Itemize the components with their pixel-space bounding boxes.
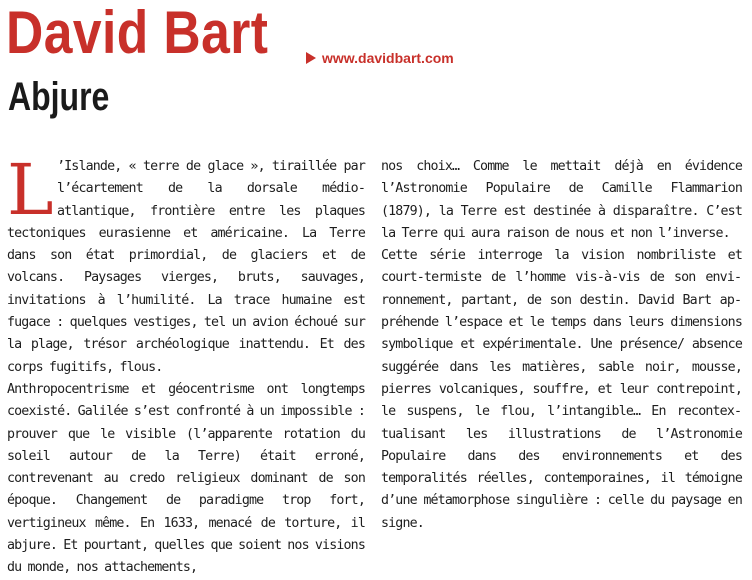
website-link[interactable]: [306, 50, 454, 66]
article-column-left: [7, 149, 365, 580]
article-paragraph: nos choix… Comme le mettait déjà en évidence l’Astronomie Populaire de Camille Flammarion (1879), la Terre est destinée à disparaître. C’est la Terre qui aura raison de nous et non l’inverse.: [381, 159, 742, 241]
website-url[interactable]: www.davidbart.com: [322, 50, 454, 66]
page-subtitle: Abjure: [8, 75, 110, 119]
article-paragraph: Anthropocentrisme et géocentrisme ont longtemps coexisté. Galilée s’est confronté à un impossible : prouver que le visible (l’apparente rotation du soleil autour de la Terre) était erroné, contrevenant au credo religieux dominant de son époque. Changement de paradigme trop fort, vertigineux même. En 1633, menacé de torture, il abjure. Et pourtant, quelles que soient nos visions du monde, nos attachements,: [7, 381, 365, 576]
drop-cap: L: [7, 149, 53, 231]
article-paragraph: Cette série interroge la vision nombriliste et court-termiste de l’homme vis-à-vis de son environnement, partant, de son destin. David Bart appréhende l’espace et le temps dans leurs dimensions symbolique et expérimentale. Une présence/ absence suggérée dans les matières, sable noir, mousse, pierres volcaniques, souffre, et leur contrepoint, le suspens, le flou, l’intangible… En recontextualisant les illustrations de l’Astronomie Populaire dans des environnements et des temporalités réelles, contemporaines, il témoigne d’une métamorphose singulière : celle du paysage en signe.: [381, 248, 742, 531]
triangle-right-icon: [306, 52, 316, 64]
article-column-right: [381, 156, 742, 535]
page-title: David Bart: [6, 0, 269, 66]
article-paragraph: ’Islande, « terre de glace », tiraillée par l’écartement de la dorsale médio-atlantique, frontière entre les plaques tectoniques eurasienne et américaine. La Terre dans son état primordial, de glaciers et de volcans. Paysages vierges, bruts, sauvages, invitations à l’humilité. La trace humaine est fugace : quelques vestiges, tel un avion échoué sur la plage, trésor archéologique inattendu. Et des corps fugitifs, flous.: [7, 159, 365, 375]
